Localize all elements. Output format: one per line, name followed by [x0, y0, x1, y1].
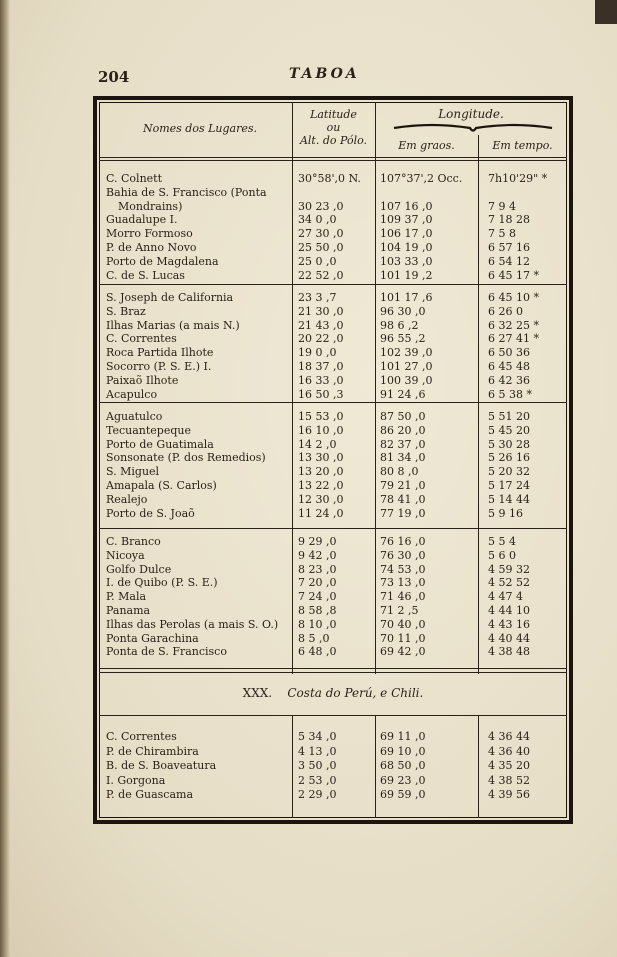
longitude-degrees-cell: 80 8 ,0 [380, 465, 419, 479]
table-row [0, 388, 617, 401]
longitude-time-cell: 5 6 0 [488, 548, 516, 562]
longitude-time-cell: 7 18 28 [488, 213, 530, 227]
place-name: S. Braz [106, 304, 146, 318]
group-sep-3 [99, 528, 567, 529]
longitude-time-cell: 6 5 38 * [488, 387, 532, 401]
place-name: Guadalupe I. [106, 213, 178, 227]
latitude-cell: 13 22 ,0 [298, 479, 344, 492]
longitude-degrees-cell: 69 42 ,0 [380, 645, 426, 659]
longitude-degrees-cell: 96 55 ,2 [380, 332, 426, 346]
place-name: P. de Anno Novo [106, 241, 197, 254]
header-graus: Em graos. [398, 139, 455, 152]
longitude-time-cell: 4 36 40 [488, 744, 530, 758]
latitude-cell: 8 10 ,0 [298, 617, 337, 631]
place-name: Socorro (P. S. E.) I. [106, 360, 212, 373]
longitude-time-cell: 4 44 10 [488, 604, 530, 617]
longitude-degrees-cell: 107 16 ,0 [380, 199, 433, 213]
longitude-degrees-cell: 106 17 ,0 [380, 227, 433, 241]
latitude-cell: 3 50 ,0 [298, 759, 337, 772]
latitude-cell: 7 20 ,0 [298, 576, 337, 590]
place-name: Nicoya [106, 548, 145, 562]
table-row [0, 438, 617, 451]
longitude-time-cell: 4 39 56 [488, 788, 530, 801]
table-row [0, 465, 617, 478]
place-name: Bahia de S. Francisco (Ponta [106, 185, 267, 199]
latitude-cell: 27 30 ,0 [298, 227, 344, 241]
place-name: B. de S. Boaveatura [106, 759, 217, 772]
longitude-degrees-cell: 91 24 ,6 [380, 387, 426, 401]
header-tempo: Em tempo. [492, 139, 553, 152]
longitude-time-cell: 5 26 16 [488, 451, 530, 465]
longitude-degrees-cell: 101 17 ,6 [380, 291, 433, 304]
place-name: Porto de S. Joaõ [106, 506, 195, 520]
longitude-degrees-cell: 86 20 ,0 [380, 423, 426, 437]
longitude-time-cell: 7h10'29" * [488, 172, 548, 185]
place-name: P. Mala [106, 590, 147, 604]
longitude-time-cell: 5 51 20 [488, 410, 530, 423]
longitude-time-cell: 5 14 44 [488, 492, 530, 506]
latitude-cell: 25 50 ,0 [298, 241, 344, 254]
latitude-cell: 13 20 ,0 [298, 465, 344, 479]
table-row [0, 291, 617, 304]
place-name: Mondrains) [118, 199, 183, 213]
table-row [0, 319, 617, 332]
group-sep-2 [99, 402, 567, 403]
longitude-time-cell: 5 5 4 [488, 535, 516, 548]
latitude-cell: 23 3 ,7 [298, 291, 337, 304]
table-row [0, 549, 617, 562]
latitude-cell: 4 13 ,0 [298, 744, 337, 758]
longitude-time-cell: 4 59 32 [488, 562, 530, 576]
latitude-cell: 2 53 ,0 [298, 773, 337, 787]
table-row [0, 172, 617, 185]
longitude-time-cell: 6 45 48 [488, 360, 530, 373]
longitude-degrees-cell: 100 39 ,0 [380, 373, 433, 387]
table-row [0, 227, 617, 240]
table-row [0, 451, 617, 464]
table-row [0, 410, 617, 423]
header-lat-3: Alt. do Pólo. [299, 134, 368, 147]
longitude-degrees-cell: 71 46 ,0 [380, 590, 426, 604]
latitude-cell: 2 29 ,0 [298, 788, 337, 801]
header-rule-2 [99, 160, 567, 161]
section-number: XXX. [242, 686, 273, 700]
latitude-cell: 9 42 ,0 [298, 548, 337, 562]
latitude-cell: 21 30 ,0 [298, 304, 344, 318]
longitude-time-cell: 4 52 52 [488, 576, 530, 590]
longitude-degrees-cell: 107°37',2 Occ. [380, 172, 463, 185]
table-row [0, 424, 617, 437]
place-name: P. de Chirambira [106, 744, 199, 758]
place-name: C. Correntes [106, 730, 177, 743]
longitude-degrees-cell: 78 41 ,0 [380, 492, 426, 506]
section-rule-bottom [99, 715, 567, 716]
latitude-cell: 16 33 ,0 [298, 373, 344, 387]
latitude-cell: 13 30 ,0 [298, 451, 344, 465]
longitude-time-cell: 6 32 25 * [488, 318, 539, 332]
longitude-time-cell: 4 47 4 [488, 590, 523, 604]
place-name: Ponta de S. Francisco [106, 645, 227, 659]
latitude-cell: 15 53 ,0 [298, 410, 344, 423]
place-name: Ilhas das Perolas (a mais S. O.) [106, 617, 279, 631]
longitude-degrees-cell: 76 30 ,0 [380, 548, 426, 562]
longitude-time-cell: 5 20 32 [488, 465, 530, 479]
longitude-time-cell: 7 9 4 [488, 199, 516, 213]
longitude-degrees-cell: 76 16 ,0 [380, 535, 426, 548]
latitude-cell: 18 37 ,0 [298, 360, 344, 373]
longitude-degrees-cell: 79 21 ,0 [380, 479, 426, 492]
table-row [0, 645, 617, 658]
longitude-time-cell: 6 26 0 [488, 304, 523, 318]
latitude-cell: 9 29 ,0 [298, 535, 337, 548]
longitude-degrees-cell: 69 11 ,0 [380, 730, 426, 743]
longitude-degrees-cell: 101 19 ,2 [380, 268, 433, 282]
place-name: Acapulco [106, 387, 158, 401]
place-name: Aguatulco [106, 410, 163, 423]
place-name: Amapala (S. Carlos) [106, 479, 217, 492]
place-name: Porto de Guatimala [106, 437, 214, 451]
longitude-time-cell: 6 57 16 [488, 241, 530, 254]
latitude-cell: 12 30 ,0 [298, 492, 344, 506]
longitude-time-cell: 4 38 48 [488, 645, 530, 659]
place-name: Tecuantepeque [106, 423, 191, 437]
table-row [0, 507, 617, 520]
table-row [0, 305, 617, 318]
place-name: S. Joseph de California [106, 291, 234, 304]
longitude-time-cell: 4 40 44 [488, 631, 530, 645]
longitude-time-cell: 4 35 20 [488, 759, 530, 772]
place-name: Porto de Magdalena [106, 254, 219, 268]
place-name: C. Correntes [106, 332, 177, 346]
longitude-degrees-cell: 96 30 ,0 [380, 304, 426, 318]
latitude-cell: 20 22 ,0 [298, 332, 344, 346]
place-name: I. de Quibo (P. S. E.) [106, 576, 218, 590]
table-row [0, 632, 617, 645]
place-name: I. Gorgona [106, 773, 166, 787]
longitude-time-cell: 5 9 16 [488, 506, 523, 520]
latitude-cell: 21 43 ,0 [298, 318, 344, 332]
place-name: Morro Formoso [106, 227, 193, 241]
longitude-time-cell: 4 36 44 [488, 730, 530, 743]
longitude-degrees-cell: 82 37 ,0 [380, 437, 426, 451]
table-row [0, 479, 617, 492]
longitude-time-cell: 6 50 36 [488, 346, 530, 360]
longitude-degrees-cell: 98 6 ,2 [380, 318, 419, 332]
place-name: Golfo Dulce [106, 562, 172, 576]
header-longitude: Longitude. [438, 107, 504, 121]
section-heading [99, 686, 567, 700]
table-row [0, 186, 617, 199]
longitude-degrees-cell: 69 23 ,0 [380, 773, 426, 787]
longitude-degrees-cell: 87 50 ,0 [380, 410, 426, 423]
longitude-degrees-cell: 69 59 ,0 [380, 788, 426, 801]
longitude-time-cell: 6 45 17 * [488, 268, 539, 282]
latitude-cell: 8 5 ,0 [298, 631, 330, 645]
longitude-degrees-cell: 70 11 ,0 [380, 631, 426, 645]
longitude-time-cell: 5 17 24 [488, 479, 530, 492]
latitude-cell: 7 24 ,0 [298, 590, 337, 604]
table-row [0, 745, 617, 758]
longitude-degrees-cell: 73 13 ,0 [380, 576, 426, 590]
longitude-time-cell: 5 45 20 [488, 423, 530, 437]
latitude-cell: 34 0 ,0 [298, 213, 337, 227]
section-rule-top [99, 668, 567, 669]
latitude-cell: 16 10 ,0 [298, 423, 344, 437]
running-head: TABOA [289, 66, 360, 82]
place-name: Roca Partida Ilhote [106, 346, 214, 360]
table-row [0, 241, 617, 254]
table-row [0, 346, 617, 359]
table-row [0, 493, 617, 506]
table-row [0, 604, 617, 617]
table-row [0, 200, 617, 213]
longitude-time-cell: 6 54 12 [488, 254, 530, 268]
longitude-brace-ornament [392, 121, 554, 135]
longitude-time-cell: 7 5 8 [488, 227, 516, 241]
latitude-cell: 30 23 ,0 [298, 199, 344, 213]
latitude-cell: 14 2 ,0 [298, 437, 337, 451]
latitude-cell: 11 24 ,0 [298, 506, 344, 520]
longitude-degrees-cell: 71 2 ,5 [380, 604, 419, 617]
longitude-degrees-cell: 70 40 ,0 [380, 617, 426, 631]
table-row [0, 563, 617, 576]
table-row [0, 269, 617, 282]
longitude-time-cell: 6 42 36 [488, 373, 530, 387]
longitude-degrees-cell: 103 33 ,0 [380, 254, 433, 268]
latitude-cell: 6 48 ,0 [298, 645, 337, 659]
latitude-cell: 19 0 ,0 [298, 346, 337, 360]
longitude-time-cell: 6 45 10 * [488, 291, 539, 304]
table-row [0, 535, 617, 548]
longitude-time-cell: 5 30 28 [488, 437, 530, 451]
latitude-cell: 16 50 ,3 [298, 387, 344, 401]
table-row [0, 576, 617, 589]
header-rule [99, 157, 567, 158]
table-row [0, 759, 617, 772]
longitude-degrees-cell: 68 50 ,0 [380, 759, 426, 772]
page-number: 204 [98, 68, 130, 86]
place-name: C. Branco [106, 535, 161, 548]
place-name: S. Miguel [106, 465, 160, 479]
group-sep-1 [99, 284, 567, 285]
longitude-degrees-cell: 109 37 ,0 [380, 213, 433, 227]
place-name: Paixaõ Ilhote [106, 373, 179, 387]
table-row [0, 255, 617, 268]
place-name: C. Colnett [106, 172, 163, 185]
table-row [0, 788, 617, 801]
table-row [0, 618, 617, 631]
header-lat-1: Latitude [310, 108, 357, 121]
longitude-degrees-cell: 77 19 ,0 [380, 506, 426, 520]
place-name: Ilhas Marias (a mais N.) [106, 318, 240, 332]
longitude-degrees-cell: 104 19 ,0 [380, 241, 433, 254]
table-row [0, 213, 617, 226]
section-rule-top-2 [99, 672, 567, 673]
place-name: Ponta Garachina [106, 631, 199, 645]
longitude-degrees-cell: 102 39 ,0 [380, 346, 433, 360]
table-row [0, 774, 617, 787]
table-row [0, 360, 617, 373]
longitude-time-cell: 4 43 16 [488, 617, 530, 631]
table-row [0, 730, 617, 743]
longitude-time-cell: 4 38 52 [488, 773, 530, 787]
latitude-cell: 22 52 ,0 [298, 268, 344, 282]
place-name: C. de S. Lucas [106, 268, 185, 282]
table-row [0, 374, 617, 387]
longitude-degrees-cell: 101 27 ,0 [380, 360, 433, 373]
table-row [0, 590, 617, 603]
place-name: P. de Guascama [106, 788, 193, 801]
table-row [0, 332, 617, 345]
header-lat-2: ou [326, 121, 341, 134]
latitude-cell: 8 23 ,0 [298, 562, 337, 576]
longitude-degrees-cell: 69 10 ,0 [380, 744, 426, 758]
header-names: Nomes dos Lugares. [142, 122, 258, 135]
place-name: Panama [106, 604, 151, 617]
page-corner [595, 0, 617, 24]
latitude-cell: 5 34 ,0 [298, 730, 337, 743]
longitude-degrees-cell: 81 34 ,0 [380, 451, 426, 465]
latitude-cell: 25 0 ,0 [298, 254, 337, 268]
latitude-cell: 8 58 ,8 [298, 604, 337, 617]
section-title: Costa do Perú, e Chili. [287, 686, 424, 700]
longitude-time-cell: 6 27 41 * [488, 332, 539, 346]
place-name: Sonsonate (P. dos Remedios) [106, 451, 266, 465]
place-name: Realejo [106, 492, 148, 506]
longitude-degrees-cell: 74 53 ,0 [380, 562, 426, 576]
latitude-cell: 30°58',0 N. [298, 172, 361, 185]
